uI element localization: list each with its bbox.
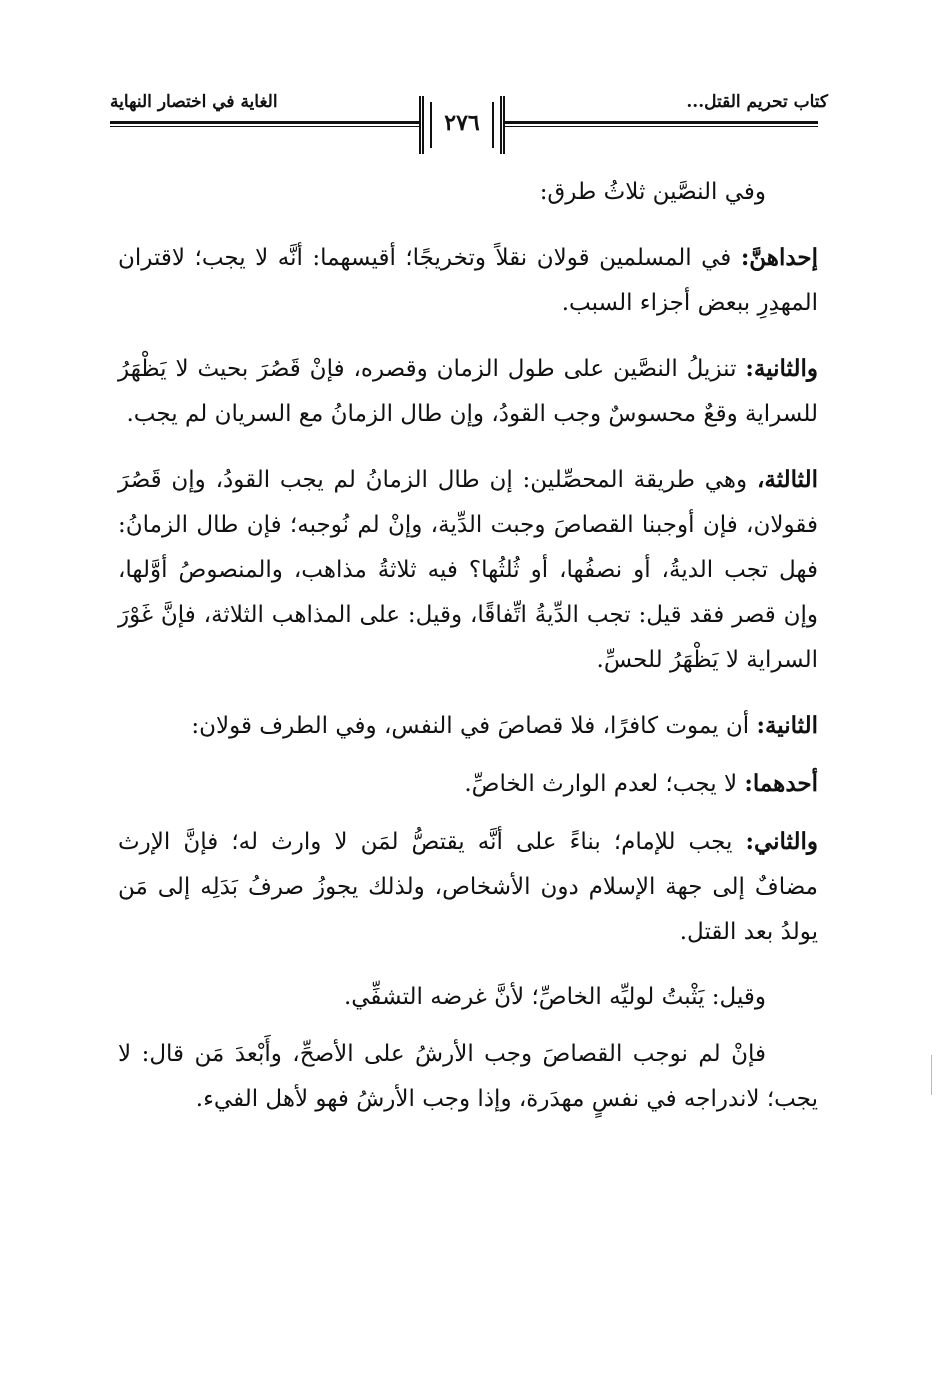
paragraph-text: وقيل: يَثْبتُ لوليِّه الخاصِّ؛ لأنَّ غرضه التشفِّي. xyxy=(343,984,766,1010)
paragraph-intro xyxy=(118,170,818,215)
paragraph-lead: والثاني: xyxy=(745,828,818,855)
paragraph-text: لا يجب؛ لعدم الوارث الخاصِّ. xyxy=(464,771,738,797)
paragraph-text: أن يموت كافرًا، فلا قصاصَ في النفس، وفي الطرف قولان: xyxy=(191,713,750,739)
paragraph-second-case xyxy=(118,703,818,749)
paragraph-lead: الثالثة، xyxy=(756,466,818,493)
paragraph-lead: الثانية: xyxy=(756,712,818,739)
running-header-right: كتاب تحريم القتل... xyxy=(686,92,828,112)
paragraph-lead: إحداهنَّ: xyxy=(740,244,819,271)
paragraph-text: وفي النصَّين ثلاثُ طرق: xyxy=(539,179,766,205)
paragraph-text: وهي طريقة المحصِّلين: إن طال الزمانُ لم يجب القودُ، وإن قَصُرَ فقولان، فإن أوجبنا القصاصَ وجبت الدِّية، وإنْ لم نُوجبه؛ فإن طال الزمانُ: فهل تجب الديةُ، أو نصفُها، أو ثُلثُها؟ فيه ثلاثةُ مذاهب، والمنصوصُ أوَّلها، وإن قصر فقد قيل: تجب الدِّيةُ اتِّفاقًا، وقيل: على المذاهب الثلاثة، فإنَّ غَوْرَ السراية لا يَظْهَرُ للحسِّ. xyxy=(118,467,818,673)
paragraph-second-opinion xyxy=(118,819,818,955)
paragraph-second-way xyxy=(118,346,818,437)
paragraph-text: فإنْ لم نوجب القصاصَ وجب الأرشُ على الأصحِّ، وأَبْعدَ مَن قال: لا يجب؛ لاندراجه في نفسٍ مهدَرة، وإذا وجب الأرشُ فهو لأهل الفيء. xyxy=(118,1041,818,1112)
paragraph-first-way xyxy=(118,235,818,326)
body-text xyxy=(118,170,818,1142)
paragraph-alternate-view xyxy=(118,975,818,1020)
paragraph-lead: أحدهما: xyxy=(744,770,818,797)
paragraph-text: في المسلمين قولان نقلاً وتخريجًا؛ أقيسهما: أنَّه لا يجب؛ لاقتران المهدِرِ ببعض أجزاء السبب. xyxy=(118,245,818,316)
running-header-left: الغاية في اختصار النهاية xyxy=(110,92,278,112)
page-number: ٢٧٦ xyxy=(444,110,480,136)
scan-margin-mark xyxy=(931,1055,932,1095)
paragraph-compensation xyxy=(118,1032,818,1122)
paragraph-text: يجب للإمام؛ بناءً على أنَّه يقتصُّ لمَن لا وارث له؛ فإنَّ الإرث مضافٌ إلى جهة الإسلام دون الأشخاص، ولذلك يجوزُ صرفُ بَدَلِه إلى مَن يولدُ بعد القتل. xyxy=(118,829,818,945)
paragraph-third-way xyxy=(118,457,818,683)
paragraph-lead: والثانية: xyxy=(745,355,819,382)
page-number-box xyxy=(419,96,505,154)
paragraph-first-opinion xyxy=(118,761,818,807)
paragraph-text: تنزيلُ النصَّين على طول الزمان وقصره، فإنْ قَصُرَ بحيث لا يَظْهَرُ للسراية وقعٌ محسوسٌ وجب القودُ، وإن طال الزمانُ مع السريان لم يجب. xyxy=(118,356,818,427)
